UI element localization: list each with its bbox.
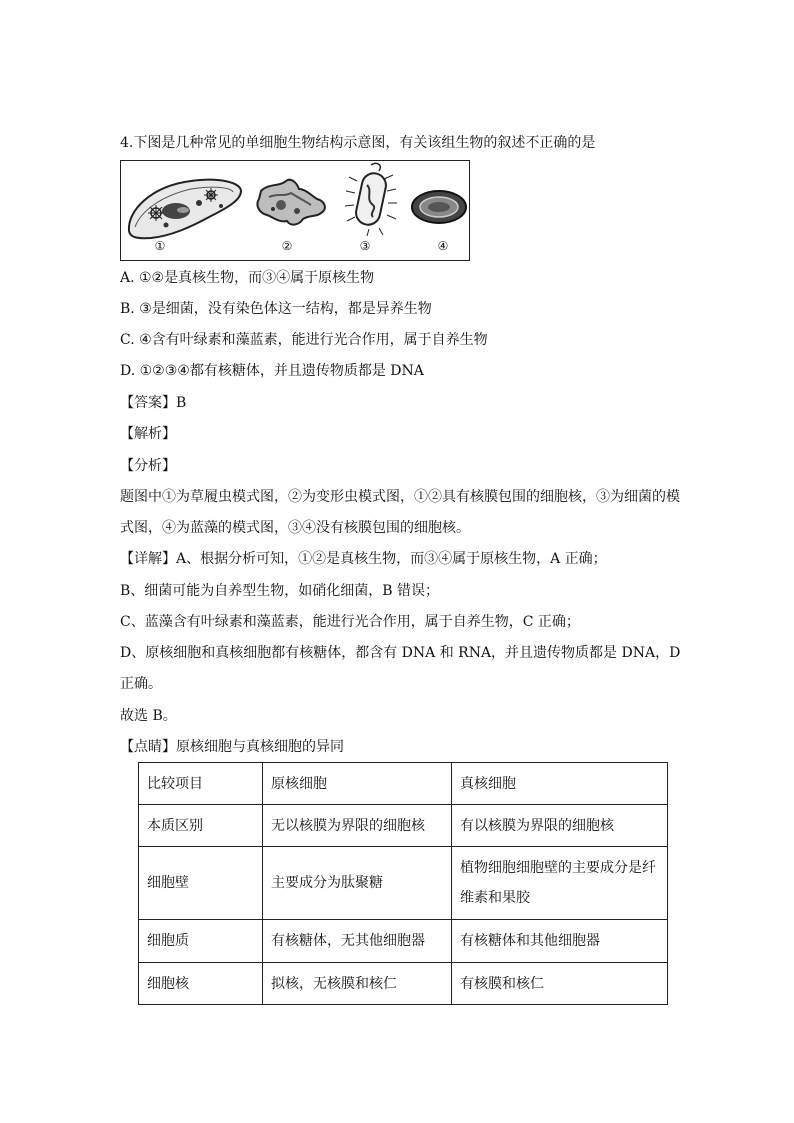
detail-line-1: 【详解】A、根据分析可知，①②是真核生物，而③④属于原核生物，A 正确；: [120, 551, 607, 567]
bacterium-drawing: [345, 163, 397, 236]
table-cell: 细胞核: [139, 963, 263, 1005]
table-row: [139, 963, 668, 1005]
table-cell: 拟核，无核膜和核仁: [263, 963, 452, 1005]
table-header-cell: 原核细胞: [263, 763, 452, 805]
option-a: A. ①②是真核生物，而③④属于原核生物: [120, 270, 375, 286]
table-cell: 有核糖体和其他细胞器: [452, 920, 668, 963]
detail-line-2: B、细菌可能为自养型生物，如硝化细菌，B 错误；: [120, 583, 440, 599]
dianjing-heading: 【点睛】原核细胞与真核细胞的异同: [120, 739, 344, 755]
organism-figure: [120, 160, 470, 261]
table-cell: 无以核膜为界限的细胞核: [263, 805, 452, 847]
table-row: [139, 805, 668, 847]
detail-line-4: D、原核细胞和真核细胞都有核糖体，都含有 DNA 和 RNA，并且遗传物质都是 DNA，D: [120, 645, 681, 661]
table-header-cell: 比较项目: [139, 763, 263, 805]
detail-line-5: 正确。: [120, 676, 162, 692]
analysis-line-1: 题图中①为草履虫模式图，②为变形虫模式图，①②具有核膜包围的细胞核，③为细菌的模: [120, 489, 680, 505]
table-cell: 有核膜和核仁: [452, 963, 668, 1005]
amoeba-drawing: [257, 180, 324, 225]
table-header-row: [139, 763, 668, 805]
answer: 【答案】B: [120, 395, 187, 411]
analysis-line-2: 式图，④为蓝藻的模式图，③④没有核膜包围的细胞核。: [120, 520, 470, 536]
table-cell: 主要成分为肽聚糖: [263, 847, 452, 920]
table-header-cell: 真核细胞: [452, 763, 668, 805]
figure-label-2: ②: [281, 239, 293, 253]
option-c: C. ④含有叶绿素和藻蓝素，能进行光合作用，属于自养生物: [120, 332, 488, 348]
table-row: [139, 847, 668, 920]
option-b: B. ③是细菌，没有染色体这一结构，都是异养生物: [120, 301, 432, 317]
table-cell: 细胞质: [139, 920, 263, 963]
fenxi-heading: 【分析】: [120, 458, 176, 474]
table-cell: 细胞壁: [139, 847, 263, 920]
figure-label-4: ④: [437, 239, 449, 253]
table-cell: 植物细胞细胞壁的主要成分是纤维素和果胶: [452, 847, 668, 920]
comparison-table: [138, 762, 668, 1005]
table-cell: 有以核膜为界限的细胞核: [452, 805, 668, 847]
question-stem: 4.下图是几种常见的单细胞生物结构示意图，有关该组生物的叙述不正确的是: [120, 135, 596, 151]
table-cell: 本质区别: [139, 805, 263, 847]
jiexi-heading: 【解析】: [120, 426, 176, 442]
figure-label-1: ①: [154, 239, 166, 253]
cyanobacterium-drawing: [412, 191, 466, 223]
table-cell: 有核糖体，无其他细胞器: [263, 920, 452, 963]
paramecium-drawing: [129, 180, 241, 239]
option-d: D. ①②③④都有核糖体，并且遗传物质都是 DNA: [120, 363, 424, 379]
figure-label-3: ③: [359, 239, 371, 253]
table-row: [139, 920, 668, 963]
detail-line-3: C、蓝藻含有叶绿素和藻蓝素，能进行光合作用，属于自养生物，C 正确；: [120, 614, 580, 630]
detail-line-6: 故选 B。: [120, 708, 177, 724]
